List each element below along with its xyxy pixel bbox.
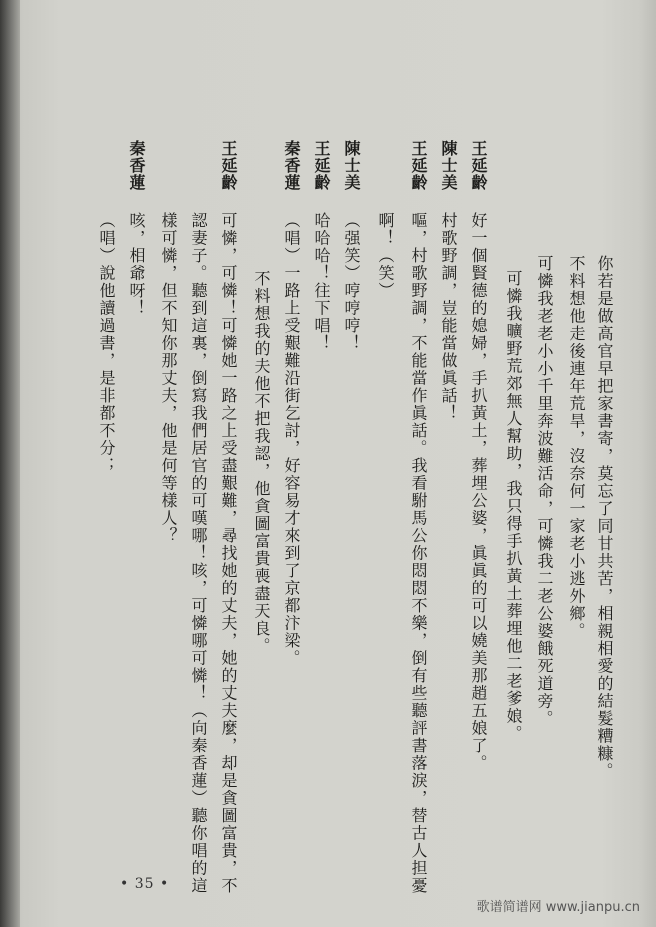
text-column-17: （唱）說他讀過書，是非都不分； <box>97 212 116 475</box>
text-column-5: 好一個賢德的媳婦，手扒黃土，葬埋公婆，眞眞的可以嬈美那趙五娘了。 <box>469 212 488 772</box>
text-column-11: （唱）一路上受艱難沿街乞討，好容易才來到了京都汴梁。 <box>282 212 301 667</box>
speaker-label-7: 王延齡 <box>219 140 238 191</box>
text-column-4: 可憐我曠野荒郊無人幫助，我只得手扒黃土葬埋他二老爹娘。 <box>504 270 523 743</box>
speaker-label-5: 王延齡 <box>312 140 331 191</box>
page-number: • 35 • <box>120 876 170 892</box>
speaker-label-4: 陳士美 <box>342 140 361 191</box>
text-column-7: 嘔，村歌野調，不能當作眞話。我看駙馬公你悶悶不樂，倒有些聽評書落淚，替古人担憂 <box>409 212 428 895</box>
text-column-16: 咳，相爺呀！ <box>127 212 146 317</box>
text-column-14: 認妻子。聽到這裏，倒寫我們居官的可嘆哪！咳，可憐哪可憐！（向秦香蓮）聽你唱的這 <box>189 212 208 895</box>
text-column-10: 哈哈哈！往下唱！ <box>312 212 331 352</box>
text-column-12: 不料想我的夫他不把我認，他貪圖富貴喪盡天良。 <box>252 270 271 655</box>
text-column-6: 村歌野調，豈能當做眞話！ <box>439 212 458 422</box>
speaker-label-6: 秦香蓮 <box>282 140 301 191</box>
speaker-label-2: 陳士美 <box>439 140 458 191</box>
text-column-9: （强笑）哼哼哼！ <box>342 212 361 352</box>
text-column-13: 可憐，可憐！可憐她一路之上受盡艱難，尋找她的丈夫，她的丈夫麼，却是貪圖富貴，不 <box>219 212 238 895</box>
text-column-3: 可憐我老老小小千里奔波難活命，可憐我二老公婆餓死道旁。 <box>535 255 554 728</box>
book-spine-shadow <box>0 0 20 927</box>
speaker-label-8: 秦香蓮 <box>127 140 146 191</box>
watermark: 歌谱简谱网 www.jianpu.cn <box>476 900 640 915</box>
text-column-8: 啊！（笑） <box>376 212 395 300</box>
text-column-2: 不料想他走後連年荒旱，沒奈何一家老小逃外鄉。 <box>567 255 586 640</box>
text-column-15: 樣可憐，但不知你那丈夫，他是何等樣人？ <box>159 212 178 545</box>
speaker-label-3: 王延齡 <box>409 140 428 191</box>
text-column-1: 你若是做高官早把家書寄，莫忘了同甘共苦，相親相愛的結髮糟糠。 <box>595 255 614 780</box>
speaker-label-1: 王延齡 <box>469 140 488 191</box>
